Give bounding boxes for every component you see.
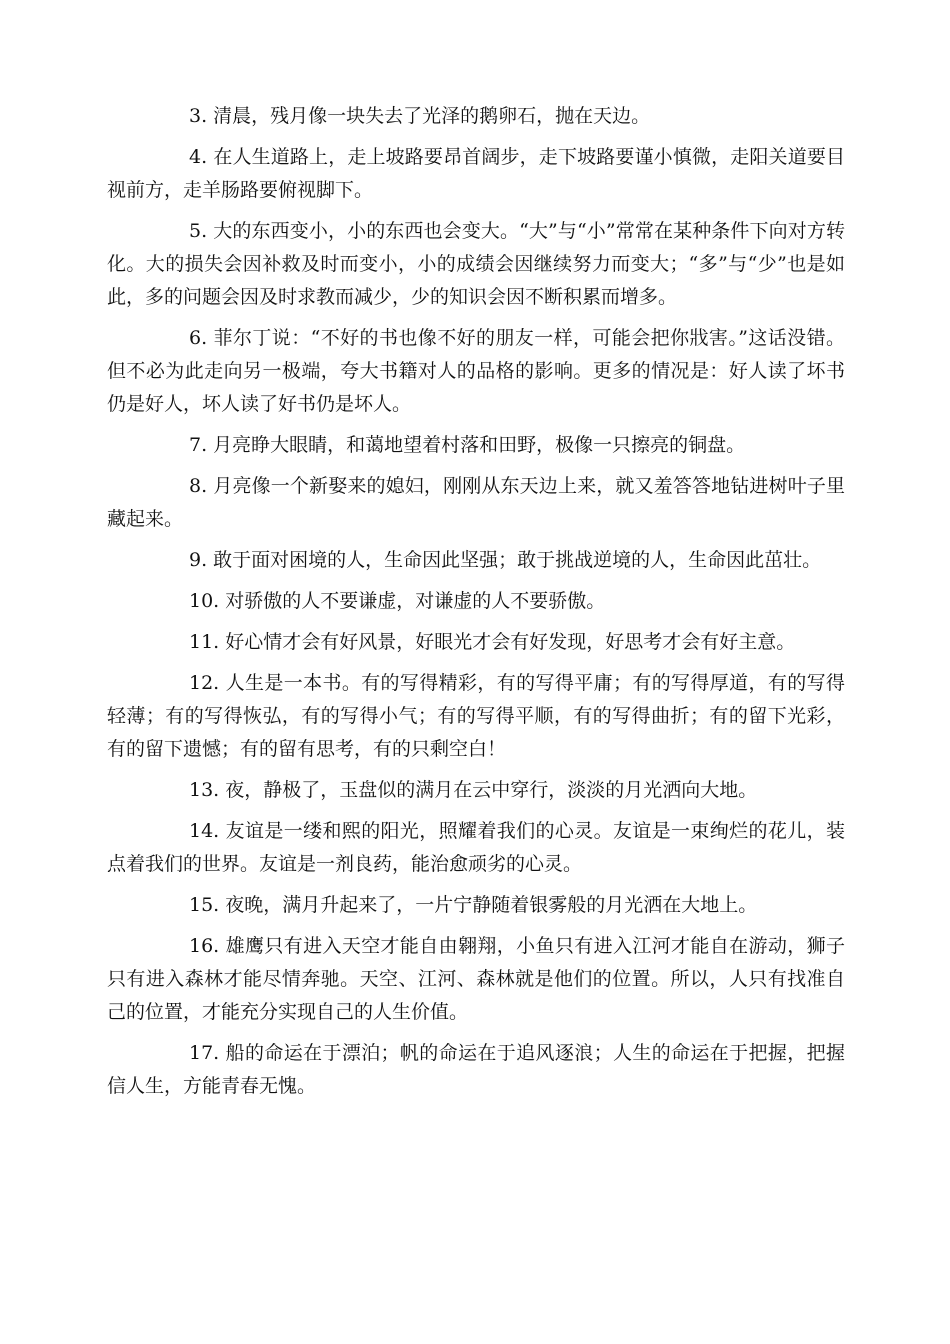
paragraph-12: 12. 人生是一本书。有的写得精彩，有的写得平庸；有的写得厚道，有的写得轻薄；有的写得恢弘，有的写得小气；有的写得平顺，有的写得曲折；有的留下光彩，有的留下遗憾；有的留有思考，有的只剩空白！ [107,672,845,760]
paragraph-11: 11. 好心情才会有好风景，好眼光才会有好发现，好思考才会有好主意。 [189,631,796,653]
document-body [107,100,845,1111]
paragraph-5: 5. 大的东西变小，小的东西也会变大。“大”与“小”常常在某种条件下向对方转化。大的损失会因补救及时而变小，小的成绩会因继续努力而变大；“多”与“少”也是如此，多的问题会因及时求教而减少，少的知识会因不断积累而增多。 [107,220,845,308]
paragraph-3: 3. 清晨，残月像一块失去了光泽的鹅卵石，抛在天边。 [189,105,651,127]
paragraph-14: 14. 友谊是一缕和熙的阳光，照耀着我们的心灵。友谊是一束绚烂的花儿，装点着我们的世界。友谊是一剂良药，能治愈顽劣的心灵。 [107,820,845,875]
paragraph-16: 16. 雄鹰只有进入天空才能自由翱翔，小鱼只有进入江河才能自在游动，狮子只有进入森林才能尽情奔驰。天空、江河、森林就是他们的位置。所以，人只有找准自己的位置，才能充分实现自己的人生价值。 [107,935,845,1023]
paragraph-13: 13. 夜，静极了，玉盘似的满月在云中穿行，淡淡的月光洒向大地。 [189,779,758,801]
paragraph-6: 6. 菲尔丁说：“不好的书也像不好的朋友一样，可能会把你戕害。”这话没错。但不必为此走向另一极端，夸大书籍对人的品格的影响。更多的情况是：好人读了坏书仍是好人，坏人读了好书仍是坏人。 [107,327,845,415]
paragraph-10: 10. 对骄傲的人不要谦虚，对谦虚的人不要骄傲。 [189,590,606,612]
paragraph-4: 4. 在人生道路上，走上坡路要昂首阔步，走下坡路要谨小慎微，走阳关道要目视前方，走羊肠路要俯视脚下。 [107,146,845,201]
paragraph-17: 17. 船的命运在于漂泊；帆的命运在于追风逐浪；人生的命运在于把握，把握信人生，方能青春无愧。 [107,1042,845,1097]
paragraph-15: 15. 夜晚，满月升起来了，一片宁静随着银雾般的月光洒在大地上。 [189,894,758,916]
paragraph-8: 8. 月亮像一个新娶来的媳妇，刚刚从东天边上来，就又羞答答地钻进树叶子里藏起来。 [107,475,845,530]
paragraph-9: 9. 敢于面对困境的人，生命因此坚强；敢于挑战逆境的人，生命因此茁壮。 [189,549,822,571]
paragraph-7: 7. 月亮睁大眼睛，和蔼地望着村落和田野，极像一只擦亮的铜盘。 [189,434,746,456]
